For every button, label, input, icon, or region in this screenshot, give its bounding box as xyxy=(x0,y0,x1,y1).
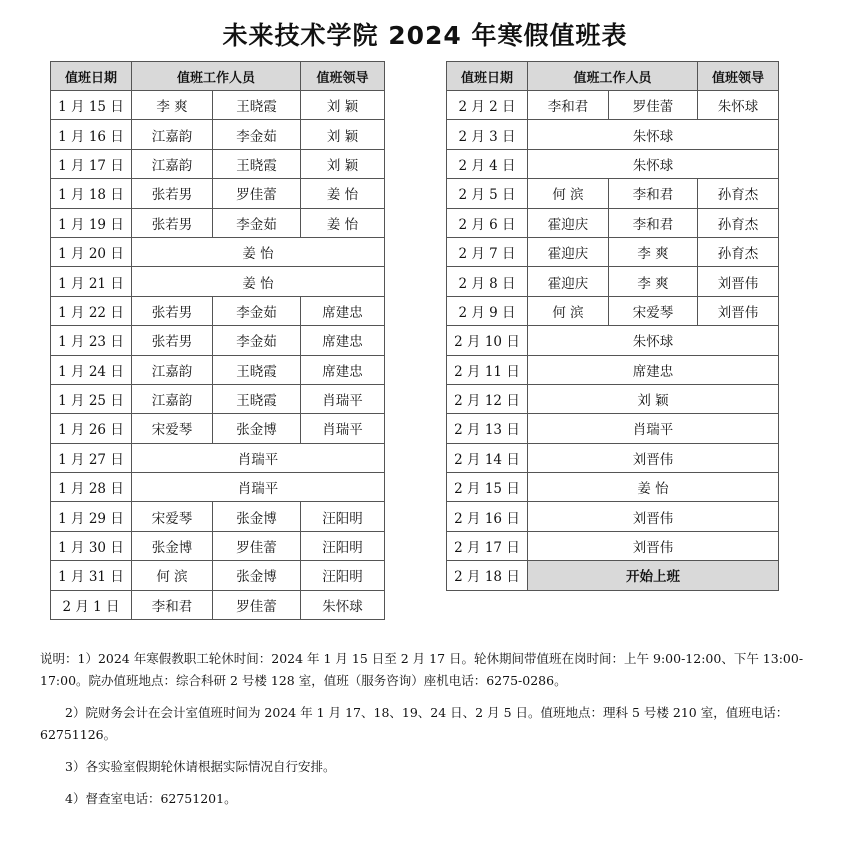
table-row xyxy=(51,267,385,296)
duty-date-cell: 2 月 7 日 xyxy=(447,237,528,266)
header-leader: 值班领导 xyxy=(698,62,779,91)
staff-cell: 李金茹 xyxy=(213,326,301,355)
duty-date-cell: 1 月 15 日 xyxy=(51,91,132,120)
leader-cell: 席建忠 xyxy=(301,355,385,384)
staff-cell: 李和君 xyxy=(132,590,213,619)
staff-cell: 王晓霞 xyxy=(213,91,301,120)
table-row xyxy=(447,326,779,355)
duty-date-cell: 2 月 12 日 xyxy=(447,384,528,413)
merged-duty-cell: 朱怀球 xyxy=(528,120,779,149)
merged-duty-cell: 朱怀球 xyxy=(528,326,779,355)
table-row xyxy=(51,120,385,149)
staff-cell: 李和君 xyxy=(609,179,698,208)
duty-date-cell: 2 月 1 日 xyxy=(51,590,132,619)
header-staff: 值班工作人员 xyxy=(132,62,301,91)
staff-cell: 霍迎庆 xyxy=(528,237,609,266)
leader-cell: 朱怀球 xyxy=(698,91,779,120)
table-row xyxy=(447,355,779,384)
table-header-row xyxy=(447,62,779,91)
staff-cell: 张金博 xyxy=(213,502,301,531)
table-row xyxy=(447,443,779,472)
table-row xyxy=(51,355,385,384)
table-row xyxy=(51,237,385,266)
staff-cell: 宋爱琴 xyxy=(132,502,213,531)
duty-date-cell: 1 月 30 日 xyxy=(51,531,132,560)
table-row xyxy=(51,384,385,413)
duty-date-cell: 2 月 16 日 xyxy=(447,502,528,531)
table-row xyxy=(51,561,385,590)
merged-duty-cell: 刘晋伟 xyxy=(528,502,779,531)
table-row xyxy=(51,590,385,619)
duty-table-right xyxy=(446,61,779,591)
merged-duty-cell: 肖瑞平 xyxy=(132,443,385,472)
table-row xyxy=(447,208,779,237)
table-row xyxy=(447,296,779,325)
duty-date-cell: 1 月 27 日 xyxy=(51,443,132,472)
leader-cell: 刘晋伟 xyxy=(698,296,779,325)
note-3: 3）各实验室假期轮休请根据实际情况自行安排。 xyxy=(65,759,336,774)
staff-cell: 何 滨 xyxy=(528,179,609,208)
staff-cell: 霍迎庆 xyxy=(528,267,609,296)
page-title: 未来技术学院 2024 年寒假值班表 xyxy=(222,21,628,50)
duty-date-cell: 1 月 23 日 xyxy=(51,326,132,355)
staff-cell: 张金博 xyxy=(132,531,213,560)
leader-cell: 汪阳明 xyxy=(301,502,385,531)
staff-cell: 李金茹 xyxy=(213,208,301,237)
duty-date-cell: 1 月 31 日 xyxy=(51,561,132,590)
header-leader: 值班领导 xyxy=(301,62,385,91)
merged-duty-cell: 姜 怡 xyxy=(132,267,385,296)
table-row xyxy=(447,561,779,590)
header-date: 值班日期 xyxy=(51,62,132,91)
leader-cell: 席建忠 xyxy=(301,296,385,325)
table-row xyxy=(447,237,779,266)
staff-cell: 李 爽 xyxy=(132,91,213,120)
leader-cell: 刘晋伟 xyxy=(698,267,779,296)
staff-cell: 宋爱琴 xyxy=(132,414,213,443)
merged-duty-cell: 刘晋伟 xyxy=(528,443,779,472)
leader-cell: 肖瑞平 xyxy=(301,414,385,443)
table-row xyxy=(51,296,385,325)
staff-cell: 张若男 xyxy=(132,179,213,208)
leader-cell: 席建忠 xyxy=(301,326,385,355)
note-2: 2）院财务会计在会计室值班时间为 2024 年 1 月 17、18、19、24 日、2 月 5 日。值班地点：理科 5 号楼 210 室，值班电话：62751126。 xyxy=(40,705,789,742)
table-row xyxy=(51,208,385,237)
duty-date-cell: 1 月 22 日 xyxy=(51,296,132,325)
table-row xyxy=(447,91,779,120)
work-resume-cell: 开始上班 xyxy=(528,561,779,590)
duty-date-cell: 2 月 4 日 xyxy=(447,149,528,178)
duty-date-cell: 2 月 8 日 xyxy=(447,267,528,296)
table-header-row xyxy=(51,62,385,91)
duty-date-cell: 1 月 16 日 xyxy=(51,120,132,149)
table-row xyxy=(447,473,779,502)
leader-cell: 朱怀球 xyxy=(301,590,385,619)
leader-cell: 刘 颖 xyxy=(301,91,385,120)
table-row xyxy=(51,414,385,443)
staff-cell: 张若男 xyxy=(132,326,213,355)
merged-duty-cell: 姜 怡 xyxy=(528,473,779,502)
duty-date-cell: 2 月 14 日 xyxy=(447,443,528,472)
leader-cell: 刘 颖 xyxy=(301,149,385,178)
duty-date-cell: 1 月 19 日 xyxy=(51,208,132,237)
table-row xyxy=(51,179,385,208)
duty-date-cell: 2 月 9 日 xyxy=(447,296,528,325)
staff-cell: 王晓霞 xyxy=(213,149,301,178)
table-row xyxy=(51,149,385,178)
table-row xyxy=(447,179,779,208)
leader-cell: 孙育杰 xyxy=(698,237,779,266)
header-date: 值班日期 xyxy=(447,62,528,91)
duty-date-cell: 1 月 20 日 xyxy=(51,237,132,266)
table-row xyxy=(447,502,779,531)
duty-date-cell: 2 月 17 日 xyxy=(447,531,528,560)
merged-duty-cell: 姜 怡 xyxy=(132,237,385,266)
staff-cell: 张金博 xyxy=(213,414,301,443)
merged-duty-cell: 刘晋伟 xyxy=(528,531,779,560)
duty-date-cell: 1 月 28 日 xyxy=(51,473,132,502)
leader-cell: 汪阳明 xyxy=(301,531,385,560)
staff-cell: 罗佳蕾 xyxy=(213,179,301,208)
duty-date-cell: 2 月 5 日 xyxy=(447,179,528,208)
table-row xyxy=(447,531,779,560)
duty-date-cell: 2 月 11 日 xyxy=(447,355,528,384)
table-row xyxy=(447,267,779,296)
duty-date-cell: 2 月 10 日 xyxy=(447,326,528,355)
merged-duty-cell: 肖瑞平 xyxy=(132,473,385,502)
duty-date-cell: 2 月 18 日 xyxy=(447,561,528,590)
staff-cell: 李和君 xyxy=(528,91,609,120)
table-row xyxy=(447,149,779,178)
staff-cell: 张若男 xyxy=(132,208,213,237)
staff-cell: 罗佳蕾 xyxy=(609,91,698,120)
staff-cell: 罗佳蕾 xyxy=(213,590,301,619)
staff-cell: 江嘉韵 xyxy=(132,355,213,384)
staff-cell: 霍迎庆 xyxy=(528,208,609,237)
note-1: 说明：1）2024 年寒假教职工轮休时间：2024 年 1 月 15 日至 2 月 17 日。轮休期间带值班在岗时间：上午 9:00-12:00、下午 13:00-17:00。院办值班地点：综合科研 2 号楼 128 室，值班（服务咨询）座机电话：6275-0286。 xyxy=(40,651,804,688)
staff-cell: 宋爱琴 xyxy=(609,296,698,325)
note-4: 4）督查室电话：62751201。 xyxy=(65,791,237,806)
duty-date-cell: 1 月 29 日 xyxy=(51,502,132,531)
duty-date-cell: 2 月 15 日 xyxy=(447,473,528,502)
table-row xyxy=(51,502,385,531)
duty-date-cell: 2 月 13 日 xyxy=(447,414,528,443)
merged-duty-cell: 肖瑞平 xyxy=(528,414,779,443)
table-row xyxy=(51,531,385,560)
leader-cell: 姜 怡 xyxy=(301,179,385,208)
leader-cell: 孙育杰 xyxy=(698,179,779,208)
duty-date-cell: 1 月 25 日 xyxy=(51,384,132,413)
table-row xyxy=(51,443,385,472)
table-row xyxy=(51,91,385,120)
staff-cell: 李金茹 xyxy=(213,296,301,325)
staff-cell: 江嘉韵 xyxy=(132,384,213,413)
leader-cell: 汪阳明 xyxy=(301,561,385,590)
staff-cell: 张若男 xyxy=(132,296,213,325)
duty-date-cell: 1 月 24 日 xyxy=(51,355,132,384)
staff-cell: 罗佳蕾 xyxy=(213,531,301,560)
staff-cell: 李 爽 xyxy=(609,267,698,296)
staff-cell: 何 滨 xyxy=(132,561,213,590)
merged-duty-cell: 刘 颖 xyxy=(528,384,779,413)
leader-cell: 孙育杰 xyxy=(698,208,779,237)
duty-date-cell: 1 月 21 日 xyxy=(51,267,132,296)
table-row xyxy=(51,473,385,502)
table-row xyxy=(447,384,779,413)
notes-section xyxy=(40,648,810,820)
staff-cell: 李 爽 xyxy=(609,237,698,266)
staff-cell: 王晓霞 xyxy=(213,355,301,384)
duty-table-left xyxy=(50,61,385,620)
staff-cell: 何 滨 xyxy=(528,296,609,325)
duty-date-cell: 1 月 18 日 xyxy=(51,179,132,208)
merged-duty-cell: 朱怀球 xyxy=(528,149,779,178)
duty-date-cell: 2 月 3 日 xyxy=(447,120,528,149)
table-row xyxy=(51,326,385,355)
duty-date-cell: 2 月 2 日 xyxy=(447,91,528,120)
staff-cell: 李和君 xyxy=(609,208,698,237)
staff-cell: 王晓霞 xyxy=(213,384,301,413)
staff-cell: 李金茹 xyxy=(213,120,301,149)
leader-cell: 刘 颖 xyxy=(301,120,385,149)
table-row xyxy=(447,120,779,149)
leader-cell: 姜 怡 xyxy=(301,208,385,237)
header-staff: 值班工作人员 xyxy=(528,62,698,91)
duty-date-cell: 1 月 17 日 xyxy=(51,149,132,178)
duty-date-cell: 1 月 26 日 xyxy=(51,414,132,443)
table-row xyxy=(447,414,779,443)
staff-cell: 江嘉韵 xyxy=(132,120,213,149)
staff-cell: 江嘉韵 xyxy=(132,149,213,178)
duty-date-cell: 2 月 6 日 xyxy=(447,208,528,237)
staff-cell: 张金博 xyxy=(213,561,301,590)
merged-duty-cell: 席建忠 xyxy=(528,355,779,384)
leader-cell: 肖瑞平 xyxy=(301,384,385,413)
